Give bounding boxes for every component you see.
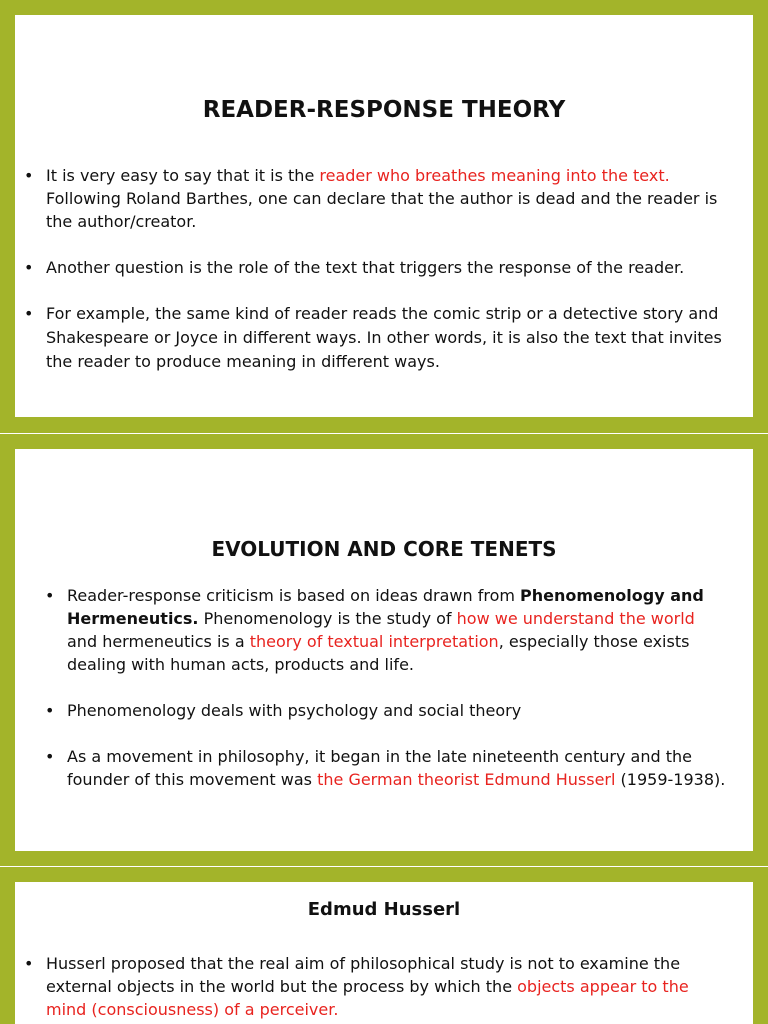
slide-title: READER-RESPONSE THEORY	[202, 97, 566, 123]
bullet-text: Reader-response criticism is based on ideas drawn from	[67, 586, 521, 605]
bullet-text: Husserl proposed that the real aim of philosophical study is not to examine the external objects in the world but the process by which the	[46, 954, 681, 996]
bullet-text: For example, the same kind of reader reads the comic strip or a detective story and Shakespeare or Joyce in different ways. In other words, it is also the text that invites the reader to produce meaning in different ways.	[46, 304, 722, 371]
highlighted-text: the German theorist Edmund Husserl	[317, 770, 616, 789]
bullet-item	[24, 164, 726, 233]
bullet-dot: •	[45, 586, 55, 605]
bullet-dot: •	[24, 954, 34, 973]
bullet-dot: •	[24, 258, 34, 277]
bullet-text: Following Roland Barthes, one can declare that the author is dead and the reader is the author/creator.	[46, 189, 718, 231]
slide-reader-response-theory	[15, 15, 753, 417]
bullet-text: Phenomenology deals with psychology and social theory	[67, 701, 522, 720]
bullet-text: and hermeneutics is a	[67, 632, 250, 651]
bullet-item	[24, 302, 726, 374]
slide-title: Edmud Husserl	[307, 899, 461, 920]
bullet-text: As a movement in philosophy, it began in the late nineteenth century and the founder of this movement was	[67, 747, 692, 789]
bullet-item	[24, 952, 726, 1021]
slide-evolution-core-tenets	[15, 449, 753, 851]
bullet-dot: •	[24, 304, 34, 323]
highlighted-text: reader who breathes meaning into the text.	[319, 166, 670, 185]
bullet-dot: •	[45, 747, 55, 766]
bullet-list	[24, 164, 726, 374]
bullet-item	[24, 256, 726, 279]
bullet-dot: •	[24, 166, 34, 185]
slide-title: EVOLUTION AND CORE TENETS	[211, 537, 557, 561]
bullet-dot: •	[45, 701, 55, 720]
bullet-item	[45, 699, 727, 722]
bullet-list	[45, 584, 727, 791]
bullet-text: Another question is the role of the text that triggers the response of the reader.	[46, 258, 685, 277]
highlighted-text: how we understand the world	[456, 609, 695, 628]
highlighted-text: theory of textual interpretation	[249, 632, 499, 651]
slide-edmud-husserl	[15, 882, 753, 1024]
bullet-text: Phenomenology is the study of	[198, 609, 457, 628]
bold-text: Phenomenology and Hermeneutics.	[67, 586, 704, 628]
bullet-text: (1959-1938).	[615, 770, 726, 789]
bullet-text: , especially those exists dealing with human acts, products and life.	[67, 632, 690, 674]
bullet-list	[24, 952, 726, 1021]
bullet-item	[45, 584, 727, 676]
bullet-item	[45, 745, 727, 791]
bullet-text: It is very easy to say that it is the	[46, 166, 320, 185]
highlighted-text: objects appear to the mind (consciousness) of a perceiver.	[46, 977, 689, 1019]
